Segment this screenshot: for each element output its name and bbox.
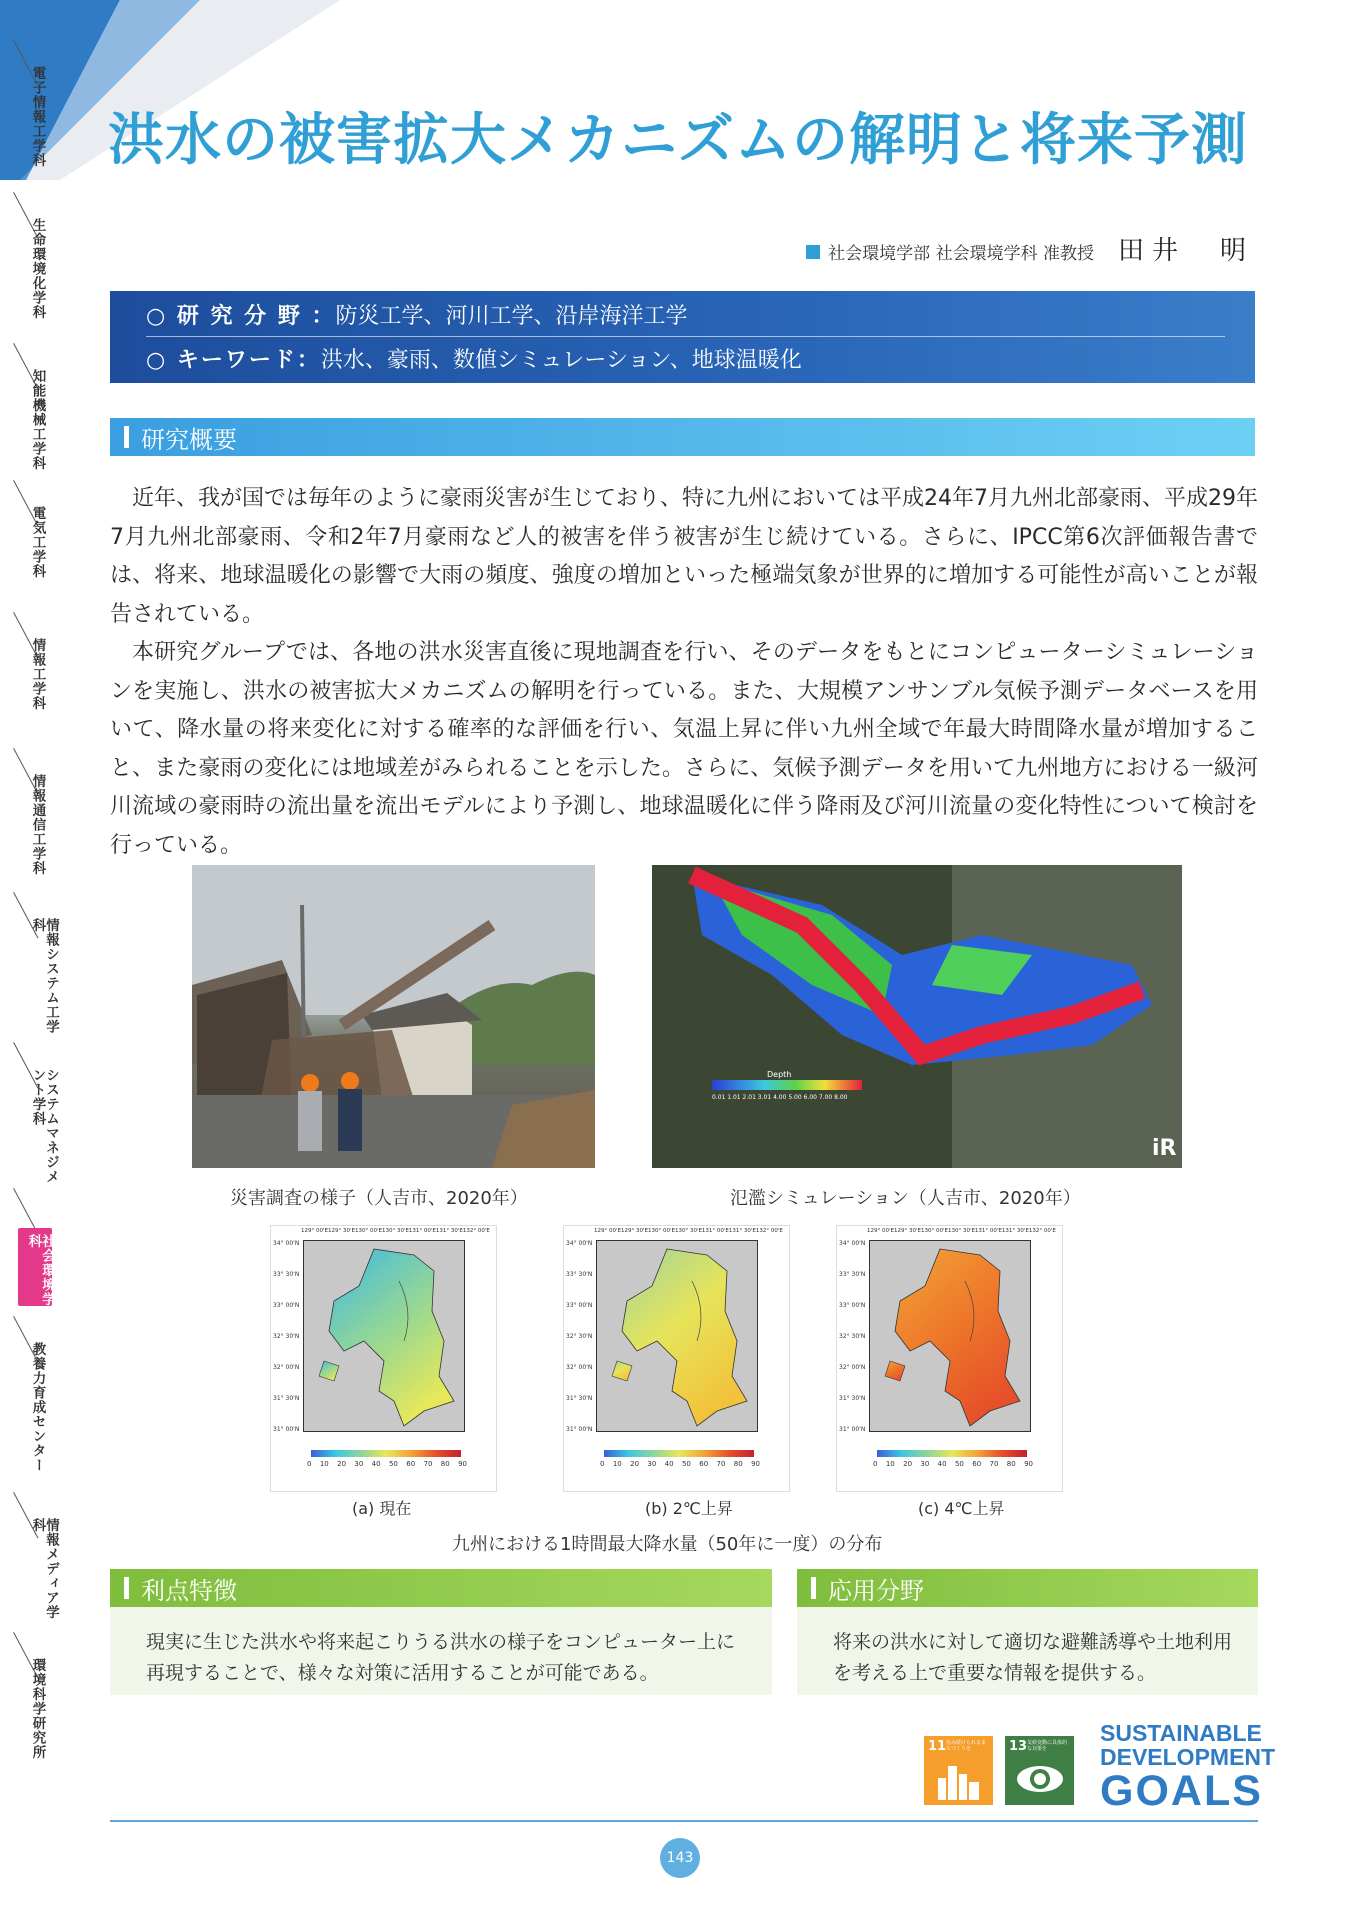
sidebar-item-label: 電子情報工学科: [29, 66, 46, 168]
latitude-tick: 33° 30'N: [839, 1271, 866, 1278]
sidebar-item[interactable]: [0, 1492, 60, 1632]
latitude-tick: 31° 30'N: [273, 1395, 300, 1402]
advantage-panel: [110, 1607, 772, 1695]
latitude-tick: 31° 30'N: [566, 1395, 593, 1402]
map-frame: [596, 1240, 758, 1432]
sidebar-item[interactable]: [0, 892, 60, 1042]
heading-bar-icon: [811, 1577, 816, 1599]
kyushu-map: [563, 1225, 790, 1492]
kyushu-map-caption: (b) 2℃上昇: [645, 1499, 733, 1518]
colorbar-tick: 30: [647, 1460, 657, 1468]
author-name: 田井 明: [1117, 236, 1254, 266]
heading-bar-icon: [124, 1577, 129, 1599]
colorbar-tick: 90: [458, 1460, 467, 1468]
advantage-heading-text: 利点特徴: [141, 1576, 237, 1605]
disaster-survey-photo: [192, 865, 595, 1168]
sidebar-item-label: 環境科学研究所: [29, 1658, 46, 1760]
colorbar-tick: 10: [885, 1460, 895, 1468]
overview-heading: [110, 418, 1255, 456]
sidebar-item[interactable]: [0, 612, 60, 748]
sdgs-logo-line3: GOALS: [1100, 1767, 1263, 1815]
latitude-tick: 32° 30'N: [566, 1333, 593, 1340]
colorbar-tick: 0: [600, 1460, 605, 1468]
overview-body: [110, 480, 1258, 865]
author-marker-icon: [806, 245, 820, 259]
sidebar-item[interactable]: [0, 1632, 60, 1832]
sidebar-item-label: 生命環境化学科: [29, 218, 46, 320]
map-frame: [303, 1240, 465, 1432]
latitude-tick: 31° 00'N: [566, 1426, 593, 1433]
colorbar-tick: 20: [903, 1460, 913, 1468]
colorbar-tick: 50: [681, 1460, 691, 1468]
colorbar: [604, 1450, 754, 1457]
longitude-ticks: 129° 00'E129° 30'E130° 00'E130° 30'E131° 00'E131° 30'E132° 00'E: [301, 1228, 490, 1234]
colorbar-tick: 60: [699, 1460, 709, 1468]
keyword-row: [146, 343, 802, 374]
map-caption: 氾濫シミュレーション（人吉市、2020年）: [730, 1188, 1081, 1209]
advantage-text: 現実に生じた洪水や将来起こりうる洪水の様子をコンピューター上に再現することで、様々な対策に活用することが可能である。: [146, 1631, 736, 1684]
info-divider: [146, 336, 1225, 337]
sidebar-item[interactable]: [0, 40, 60, 192]
kyushu-caption: 九州における1時間最大降水量（50年に一度）の分布: [452, 1534, 883, 1555]
latitude-tick: 31° 00'N: [273, 1426, 300, 1433]
map-legend-title: Depth: [767, 1070, 792, 1079]
sidebar-item-label: システムマネジメント学科: [29, 1068, 59, 1184]
sdg-goal-11-icon: [924, 1736, 993, 1805]
colorbar-tick: 20: [630, 1460, 640, 1468]
colorbar-tick: 80: [1006, 1460, 1016, 1468]
page-number: 143: [660, 1838, 700, 1878]
research-field-value: 防災工学、河川工学、沿岸海洋工学: [335, 304, 688, 329]
sidebar-item-label: 情報工学科: [29, 638, 46, 711]
sdgs-logo-line1: SUSTAINABLE: [1100, 1720, 1262, 1746]
kyushu-map: [270, 1225, 497, 1492]
inundation-simulation-map: [652, 865, 1182, 1168]
colorbar-tick: 50: [954, 1460, 964, 1468]
colorbar-tick: 10: [612, 1460, 622, 1468]
longitude-ticks: 129° 00'E129° 30'E130° 00'E130° 30'E131° 00'E131° 30'E132° 00'E: [867, 1228, 1056, 1234]
latitude-tick: 34° 00'N: [273, 1240, 300, 1247]
colorbar: [877, 1450, 1027, 1457]
sidebar-item[interactable]: [0, 1316, 60, 1492]
sdg-goal-11-number: 11: [928, 1739, 947, 1754]
sidebar-item-label: 情報システム工学科: [29, 918, 59, 1034]
advantage-heading: [110, 1569, 772, 1607]
colorbar-tick: 40: [371, 1460, 381, 1468]
sidebar-item-label: 情報通信工学科: [29, 774, 46, 876]
map-legend-ticks: 0.01 1.01 2.01 3.01 4.00 5.00 6.00 7.00 8.00: [712, 1094, 848, 1101]
kyushu-map: [836, 1225, 1063, 1492]
sdgs-logo-line2: DEVELOPMENT: [1100, 1744, 1276, 1770]
colorbar-ticks: [600, 1460, 760, 1468]
sdg-goal-11-text: 住み続けられるまちづくりを: [946, 1740, 987, 1752]
overview-paragraph-2: 本研究グループでは、各地の洪水災害直後に現地調査を行い、そのデータをもとにコンピューターシミュレーションを実施し、洪水の被害拡大メカニズムの解明を行っている。また、大規模アンサンブル気候予測データベースを用いて、降水量の将来変化に対する確率的な評価を行い、気温上昇に伴い九州全域で年最大時間降水量が増加すること、また豪雨の変化には地域差がみられることを示した。さらに、気候予測データを用いて九州地方における一級河川流域の豪雨時の流出量を流出モデルにより予測し、地球温暖化に伴う降雨及び河川流量の変化特性について検討を行っている。: [110, 640, 1258, 858]
kyushu-map-caption: (c) 4℃上昇: [918, 1499, 1005, 1518]
colorbar-tick: 60: [406, 1460, 416, 1468]
keyword-value: 洪水、豪雨、数値シミュレーション、地球温暖化: [320, 348, 802, 373]
colorbar-tick: 0: [873, 1460, 878, 1468]
research-field-row: [146, 299, 688, 330]
latitude-tick: 32° 30'N: [839, 1333, 866, 1340]
sidebar-item[interactable]: [0, 1188, 60, 1316]
colorbar-tick: 80: [733, 1460, 743, 1468]
sdg-goal-13-icon: [1005, 1736, 1074, 1805]
sidebar-item[interactable]: [0, 192, 60, 343]
colorbar-tick: 70: [989, 1460, 999, 1468]
application-heading: [797, 1569, 1258, 1607]
sdg-goal-13-text: 気候変動に具体的な対策を: [1027, 1740, 1068, 1752]
sidebar-item-label: 教養力育成センター: [29, 1342, 46, 1473]
latitude-tick: 31° 30'N: [839, 1395, 866, 1402]
sidebar-item-label: 情報メディア学科: [29, 1518, 59, 1620]
photo-caption: 災害調査の様子（人吉市、2020年）: [230, 1188, 528, 1209]
sdgs-logo: [1100, 1720, 1276, 1815]
application-panel: [797, 1607, 1258, 1695]
sidebar-item[interactable]: [0, 1042, 60, 1188]
colorbar-tick: 90: [751, 1460, 760, 1468]
eye-globe-icon: [1015, 1762, 1065, 1796]
city-icon: [936, 1760, 982, 1800]
page-title: 洪水の被害拡大メカニズムの解明と将来予測: [108, 108, 1248, 173]
latitude-tick: 33° 30'N: [273, 1271, 300, 1278]
latitude-tick: 32° 00'N: [839, 1364, 866, 1371]
latitude-tick: 33° 00'N: [566, 1302, 593, 1309]
colorbar-tick: 70: [716, 1460, 726, 1468]
sidebar-item[interactable]: [0, 748, 60, 892]
sidebar-item-label: 社会環境学科: [25, 1234, 55, 1307]
heading-bar-icon: [124, 426, 129, 448]
colorbar-tick: 40: [664, 1460, 674, 1468]
colorbar-tick: 70: [423, 1460, 433, 1468]
colorbar-tick: 30: [354, 1460, 364, 1468]
author-department: 社会環境学部 社会環境学科 准教授: [828, 244, 1094, 264]
latitude-tick: 33° 00'N: [273, 1302, 300, 1309]
colorbar-tick: 20: [337, 1460, 347, 1468]
latitude-tick: 33° 00'N: [839, 1302, 866, 1309]
research-field-label: ○ 研 究 分 野 ：: [146, 304, 336, 329]
latitude-tick: 33° 30'N: [566, 1271, 593, 1278]
colorbar-tick: 0: [307, 1460, 312, 1468]
overview-paragraph-1: 近年、我が国では毎年のように豪雨災害が生じており、特に九州においては平成24年7月九州北部豪雨、平成29年7月九州北部豪雨、令和2年7月豪雨など人的被害を伴う被害が生じ続けている。さらに、IPCC第6次評価報告書では、将来、地球温暖化の影響で大雨の頻度、強度の増加といった極端気象が世界的に増加する可能性が高いことが報告されている。: [110, 486, 1258, 627]
application-heading-text: 応用分野: [828, 1576, 924, 1605]
map-logo: iR: [1152, 1136, 1177, 1161]
map-frame: [869, 1240, 1031, 1432]
colorbar-ticks: [307, 1460, 467, 1468]
author-line: [806, 230, 1254, 267]
latitude-tick: 34° 00'N: [566, 1240, 593, 1247]
colorbar-ticks: [873, 1460, 1033, 1468]
colorbar-tick: 30: [920, 1460, 930, 1468]
longitude-ticks: 129° 00'E129° 30'E130° 00'E130° 30'E131° 00'E131° 30'E132° 00'E: [594, 1228, 783, 1234]
colorbar-tick: 10: [319, 1460, 329, 1468]
latitude-tick: 32° 30'N: [273, 1333, 300, 1340]
keyword-label: ○ キーワード：: [146, 348, 321, 373]
department-sidebar: [0, 40, 60, 1900]
colorbar-tick: 90: [1024, 1460, 1033, 1468]
latitude-tick: 34° 00'N: [839, 1240, 866, 1247]
application-text: 将来の洪水に対して適切な避難誘導や土地利用を考える上で重要な情報を提供する。: [833, 1631, 1233, 1684]
sidebar-item-label: 電気工学科: [29, 506, 46, 579]
footer-line: [110, 1820, 1258, 1822]
colorbar-tick: 60: [972, 1460, 982, 1468]
colorbar-tick: 80: [440, 1460, 450, 1468]
latitude-tick: 32° 00'N: [273, 1364, 300, 1371]
latitude-tick: 31° 00'N: [839, 1426, 866, 1433]
research-info-box: [110, 291, 1255, 383]
sidebar-item-label: 知能機械工学科: [29, 369, 46, 471]
overview-heading-text: 研究概要: [141, 425, 237, 454]
sdg-goal-13-number: 13: [1009, 1739, 1028, 1754]
sidebar-item[interactable]: [0, 343, 60, 480]
sidebar-item[interactable]: [0, 480, 60, 612]
latitude-tick: 32° 00'N: [566, 1364, 593, 1371]
colorbar: [311, 1450, 461, 1457]
colorbar-tick: 40: [937, 1460, 947, 1468]
colorbar-tick: 50: [388, 1460, 398, 1468]
kyushu-map-caption: (a) 現在: [352, 1499, 412, 1518]
